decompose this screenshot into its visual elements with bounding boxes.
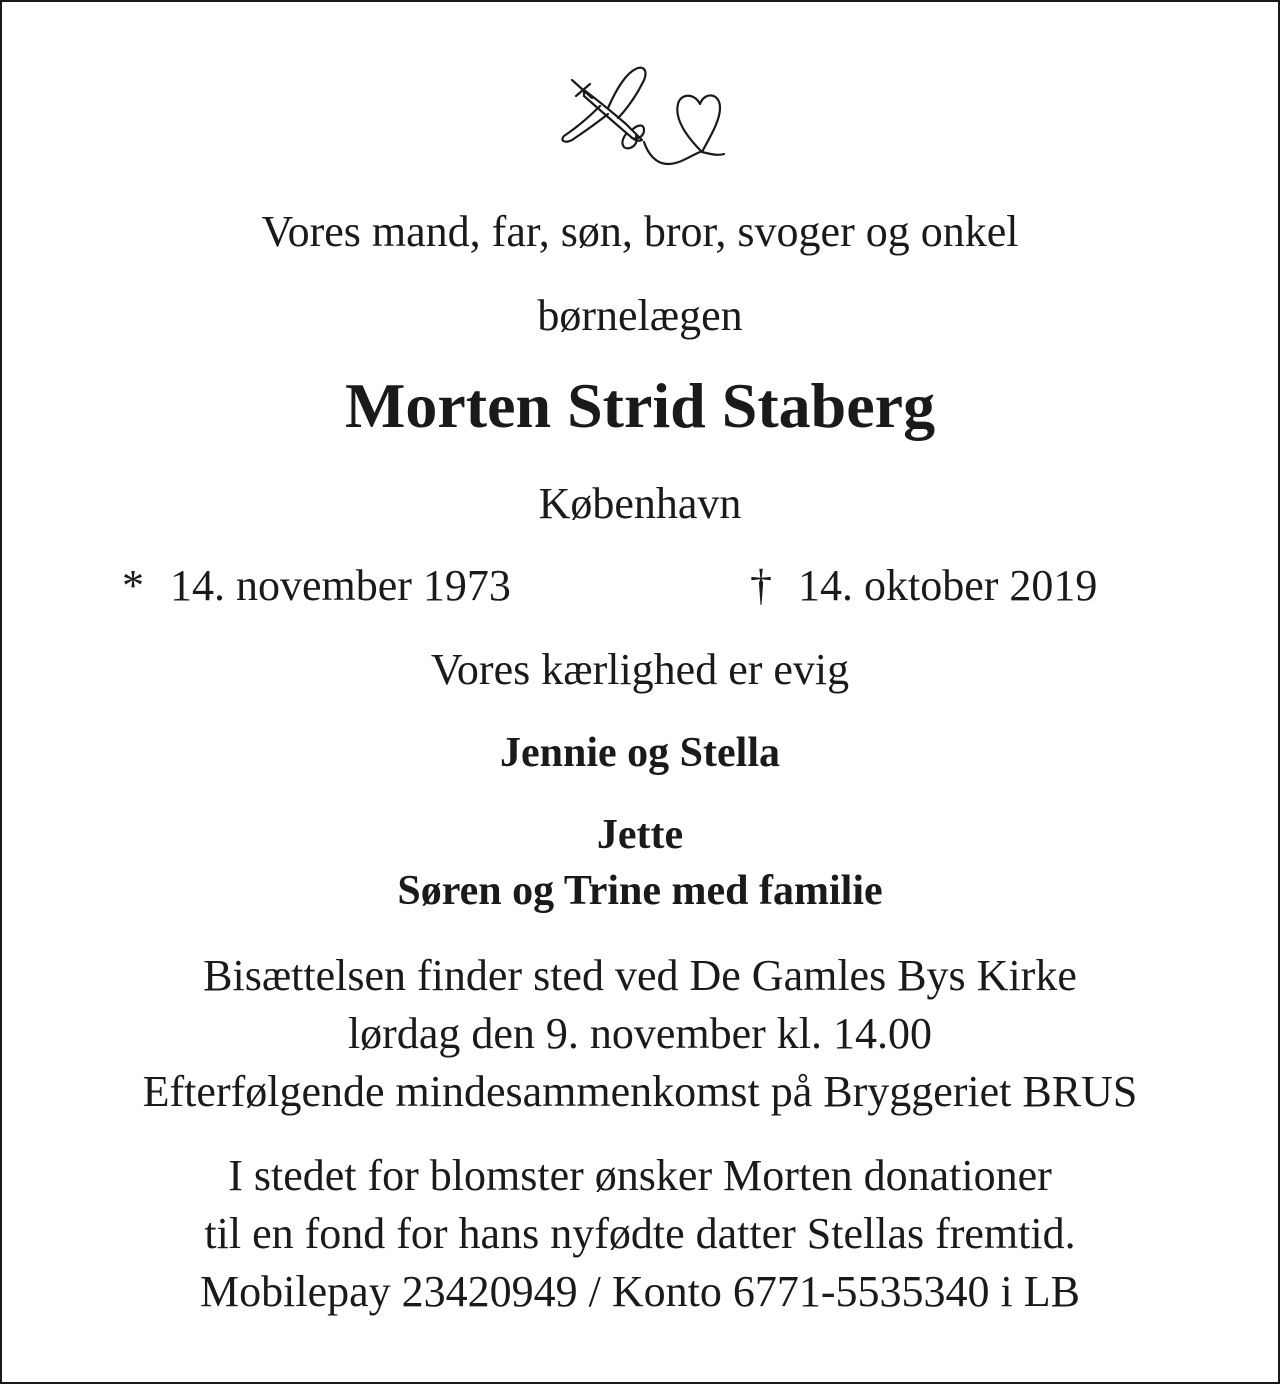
death-date-text: 14. oktober 2019 (798, 561, 1098, 610)
mourner-line: Søren og Trine med familie (397, 868, 883, 914)
birth-date-text: 14. november 1973 (170, 561, 511, 610)
deceased-name: Morten Strid Staberg (344, 370, 936, 441)
life-dates (2, 561, 1278, 614)
profession: børnelægen (537, 291, 743, 340)
intro-line: Vores mand, far, søn, bror, svoger og onkel (261, 207, 1019, 256)
donation-line: til en fond for hans nyfødte datter Stellas fremtid. (204, 1209, 1076, 1258)
mourner-line: Jennie og Stella (500, 730, 780, 776)
service-line: Efterfølgende mindesammenkomst på Bryggeriet BRUS (142, 1067, 1138, 1116)
donation-line: I stedet for blomster ønsker Morten donationer (228, 1151, 1052, 1200)
mourner-line: Jette (596, 812, 684, 858)
service-line: Bisættelsen finder sted ved De Gamles Bys Kirke (203, 951, 1077, 1000)
birth-symbol: * (122, 561, 144, 610)
city: København (538, 479, 742, 528)
death-symbol: † (750, 561, 772, 610)
service-line: lørdag den 9. november kl. 14.00 (347, 1009, 933, 1058)
motto: Vores kærlighed er evig (430, 645, 850, 694)
airplane-heart-icon (552, 60, 732, 180)
birth-date (122, 561, 511, 610)
donation-line: Mobilepay 23420949 / Konto 6771-5535340 i LB (200, 1267, 1080, 1316)
death-date (750, 561, 1098, 610)
